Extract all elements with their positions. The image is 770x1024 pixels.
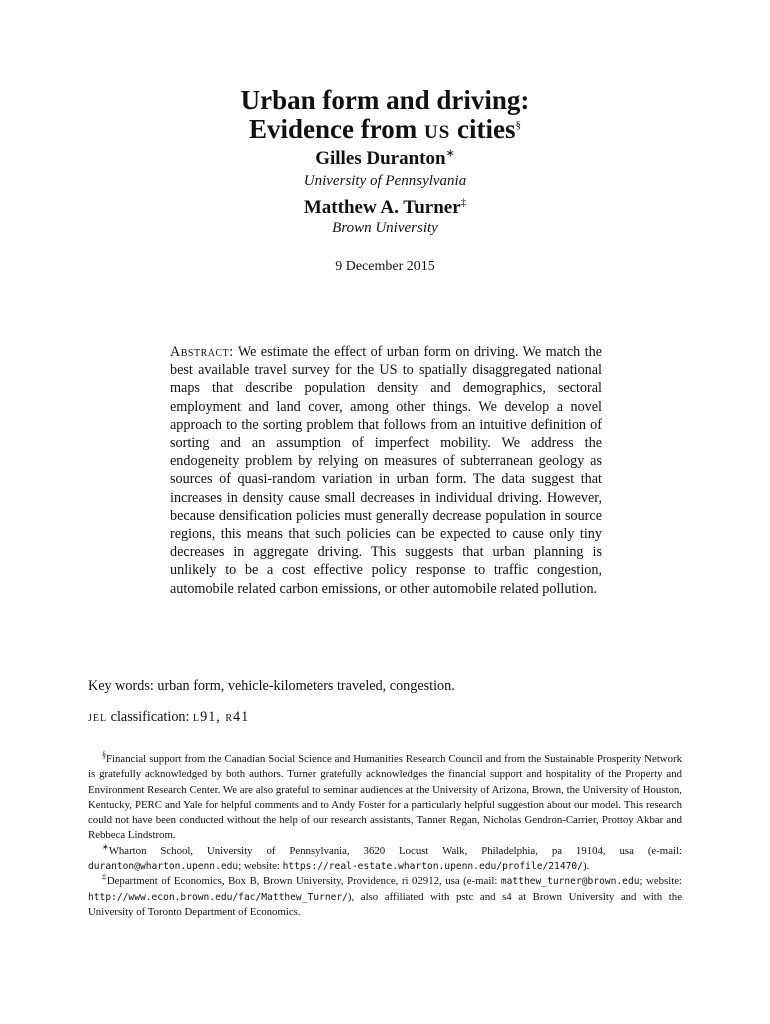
title-footnote-mark: § [515, 119, 521, 131]
footnote-duranton-address: Wharton School, University of Pennsylvania, 3620 Locust Walk, Philadelphia, pa 19104, usa (e-mail: [108, 844, 682, 857]
footnote-funding-mark: § [102, 750, 106, 760]
duranton-email-link[interactable]: duranton@wharton.upenn.edu [88, 861, 239, 873]
jel-label: jel [88, 709, 108, 725]
jel-label-rest: classification: [107, 709, 193, 725]
footnote-turner-mark: ‡ [102, 872, 107, 882]
footnote-funding-text: Financial support from the Canadian Social Science and Humanities Research Council and from the Sustainable Prosperity Network is gratefully acknowledged by both authors. Turner gratefully acknowledges the financial support and hospitality of the Property and Environment Research Center. We are also grateful to seminar audiences at the University of Arizona, Brown, the University of Houston, Kentucky, PERC and Yale for helpful comments and to Andy Foster for a particularly helpful suggestion about our model. This research could not have been conducted without the help of our research assistants, Tanner Regan, Nicholas Gendron-Carrier, Prottoy Akbar and Rebbeca Lindstrom. [88, 753, 682, 842]
turner-email-link[interactable]: matthew_turner@brown.edu [500, 876, 640, 888]
keywords: Key words: urban form, vehicle-kilometers traveled, congestion. [88, 678, 455, 694]
turner-website-link[interactable]: http://www.econ.brown.edu/fac/Matthew_Turner/ [88, 891, 348, 903]
abstract-text: We estimate the effect of urban form on driving. We match the best available travel survey for the US to spatially disaggregated national maps that describe population density and demographics, sectoral employment and land cover, among other things. We develop a novel approach to the sorting problem that follows from an intuitive definition of sorting and an assumption of imperfect mobility. We address the endogeneity problem by relying on measures of subterranean geology as sources of quasi-random variation in urban form. The data suggest that increases in density cause small decreases in individual driving. However, because densification policies must generally decrease population in source regions, this means that such policies can be expected to cause only tiny decreases in aggregate driving. This suggests that urban planning is unlikely to be a cost effective policy response to traffic congestion, automobile related carbon emissions, or other automobile related pollution. [170, 344, 602, 597]
footnote-turner-address: Department of Economics, Box B, Brown University, Providence, ri 02912, usa (e-mail: [106, 875, 501, 888]
abstract [170, 343, 602, 598]
author-2-affiliation: Brown University [332, 220, 438, 236]
footnote-duranton-mark: ∗ [102, 842, 109, 852]
footnote-turner-sep: ; website: [639, 875, 683, 888]
footnote-funding [88, 752, 682, 844]
footnote-turner-end: ), also affiliated with pstc and s4 at Brown University and with the University of Toronto Department of Economics. [88, 890, 682, 918]
title-line-1: Urban form and driving: [240, 85, 530, 115]
author-1-affiliation: University of Pennsylvania [303, 173, 467, 189]
jel-classification [88, 709, 688, 726]
title-line-2-suffix: cities [450, 114, 516, 144]
author-1 [0, 148, 770, 170]
abstract-label: Abstract: [170, 344, 234, 360]
author-2-name: Matthew A. Turner [303, 197, 461, 218]
footnote-duranton-sep: ; website: [238, 860, 283, 873]
paper-title [0, 86, 770, 144]
author-1-name: Gilles Duranton [315, 148, 446, 169]
author-1-mark: ∗ [445, 147, 455, 160]
paper-date: 9 December 2015 [335, 259, 435, 274]
title-us: us [423, 114, 451, 144]
jel-codes: l91, r41 [193, 709, 250, 725]
footnote-duranton [88, 844, 682, 875]
footnotes [88, 752, 682, 920]
duranton-website-link[interactable]: https://real-estate.wharton.upenn.edu/profile/21470/ [282, 861, 583, 873]
title-line-2 [0, 115, 770, 144]
author-2-mark: ‡ [460, 196, 467, 209]
author-2 [0, 197, 770, 219]
title-line-2-prefix: Evidence from [248, 114, 424, 144]
footnote-turner [88, 874, 682, 920]
footnote-duranton-end: ). [582, 860, 590, 873]
